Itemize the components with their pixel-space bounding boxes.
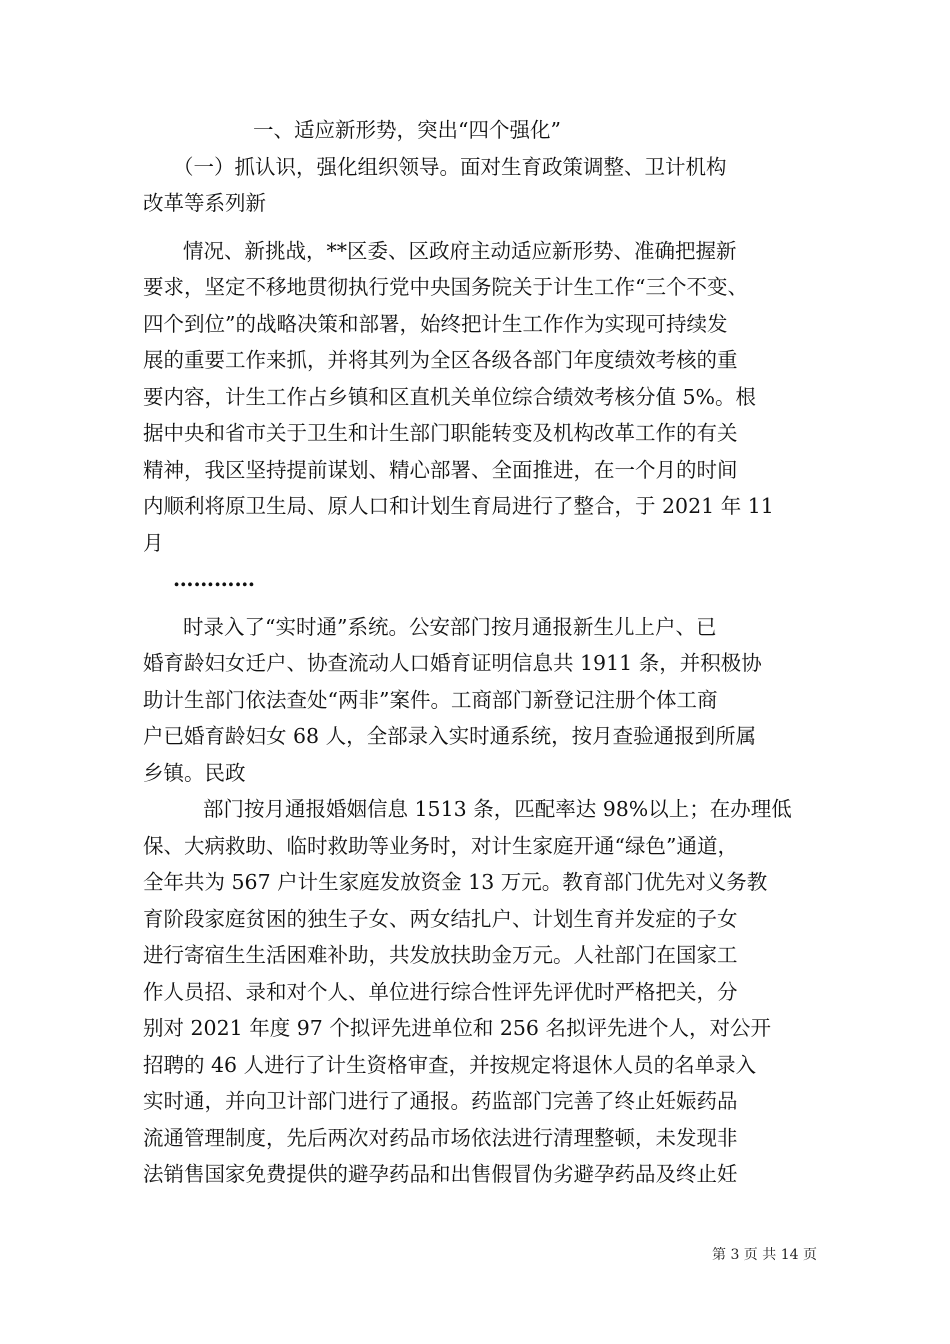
- paragraph-line: 情况、新挑战，**区委、区政府主动适应新形势、准确把握新: [183, 238, 737, 263]
- paragraph-line: 要求，坚定不移地贯彻执行党中央国务院关于计生工作“三个不变、: [143, 275, 748, 299]
- paragraph-line: 法销售国家免费提供的避孕药品和出售假冒伪劣避孕药品及终止妊: [143, 1162, 738, 1186]
- paragraph-line: 改革等系列新: [143, 191, 266, 215]
- paragraph-line: 部门按月通报婚姻信息 1513 条，匹配率达 98%以上；在办理低: [203, 797, 792, 821]
- paragraph-line: 户已婚育龄妇女 68 人，全部录入实时通系统，按月查验通报到所属: [143, 724, 757, 748]
- paragraph-line: 据中央和省市关于卫生和计生部门职能转变及机构改革工作的有关: [143, 421, 738, 445]
- section-heading: 一、适应新形势，突出“四个强化”: [253, 118, 561, 142]
- paragraph-line: 月: [143, 530, 164, 555]
- paragraph-2: [143, 233, 815, 562]
- paragraph-line: 流通管理制度，先后两次对药品市场依法进行清理整顿，未发现非: [143, 1125, 738, 1150]
- paragraph-line: 进行寄宿生生活困难补助，共发放扶助金万元。人社部门在国家工: [143, 943, 738, 967]
- paragraph-line: 育阶段家庭贫困的独生子女、两女结扎户、计划生育并发症的子女: [143, 906, 738, 931]
- paragraph-line: 保、大病救助、临时救助等业务时，对计生家庭开通“绿色”通道，: [143, 833, 738, 858]
- paragraph-line: 展的重要工作来抓，并将其列为全区各级各部门年度绩效考核的重: [143, 348, 738, 372]
- paragraph-line: （一）抓认识，强化组织领导。面对生育政策调整、卫计机构: [173, 154, 727, 179]
- paragraph-line: 全年共为 567 户计生家庭发放资金 13 万元。教育部门优先对义务教: [143, 870, 768, 894]
- paragraph-line: 作人员招、录和对个人、单位进行综合性评先评优时严格把关，分: [143, 979, 738, 1004]
- page-number-footer: 第 3 页 共 14 页: [712, 1247, 817, 1263]
- paragraph-line: 婚育龄妇女迁户、协查流动人口婚育证明信息共 1911 条，并积极协: [143, 651, 762, 675]
- paragraph-4: [143, 791, 815, 1193]
- paragraph-1: [143, 149, 815, 222]
- paragraph-line: 四个到位”的战略决策和部署，始终把计生工作作为实现可持续发: [143, 311, 728, 336]
- paragraph-3: [143, 609, 815, 792]
- paragraph-line: 乡镇。民政: [143, 760, 246, 785]
- paragraph-line: 别对 2021 年度 97 个拟评先进单位和 256 名拟评先进个人，对公开: [143, 1016, 771, 1040]
- paragraph-line: 要内容，计生工作占乡镇和区直机关单位综合绩效考核分值 5%。根: [143, 384, 757, 409]
- ellipsis-separator: …………: [173, 567, 255, 591]
- document-body: [143, 112, 815, 1193]
- paragraph-line: 助计生部门依法查处“两非”案件。工商部门新登记注册个体工商: [143, 687, 718, 712]
- paragraph-line: 招聘的 46 人进行了计生资格审查，并按规定将退休人员的名单录入: [143, 1052, 757, 1077]
- paragraph-line: 内顺利将原卫生局、原人口和计划生育局进行了整合，于 2021 年 11: [143, 494, 774, 518]
- paragraph-line: 时录入了“实时通”系统。公安部门按月通报新生儿上户、已: [183, 614, 717, 639]
- paragraph-line: 实时通，并向卫计部门进行了通报。药监部门完善了终止妊娠药品: [143, 1089, 738, 1113]
- paragraph-line: 精神，我区坚持提前谋划、精心部署、全面推进，在一个月的时间: [143, 457, 738, 482]
